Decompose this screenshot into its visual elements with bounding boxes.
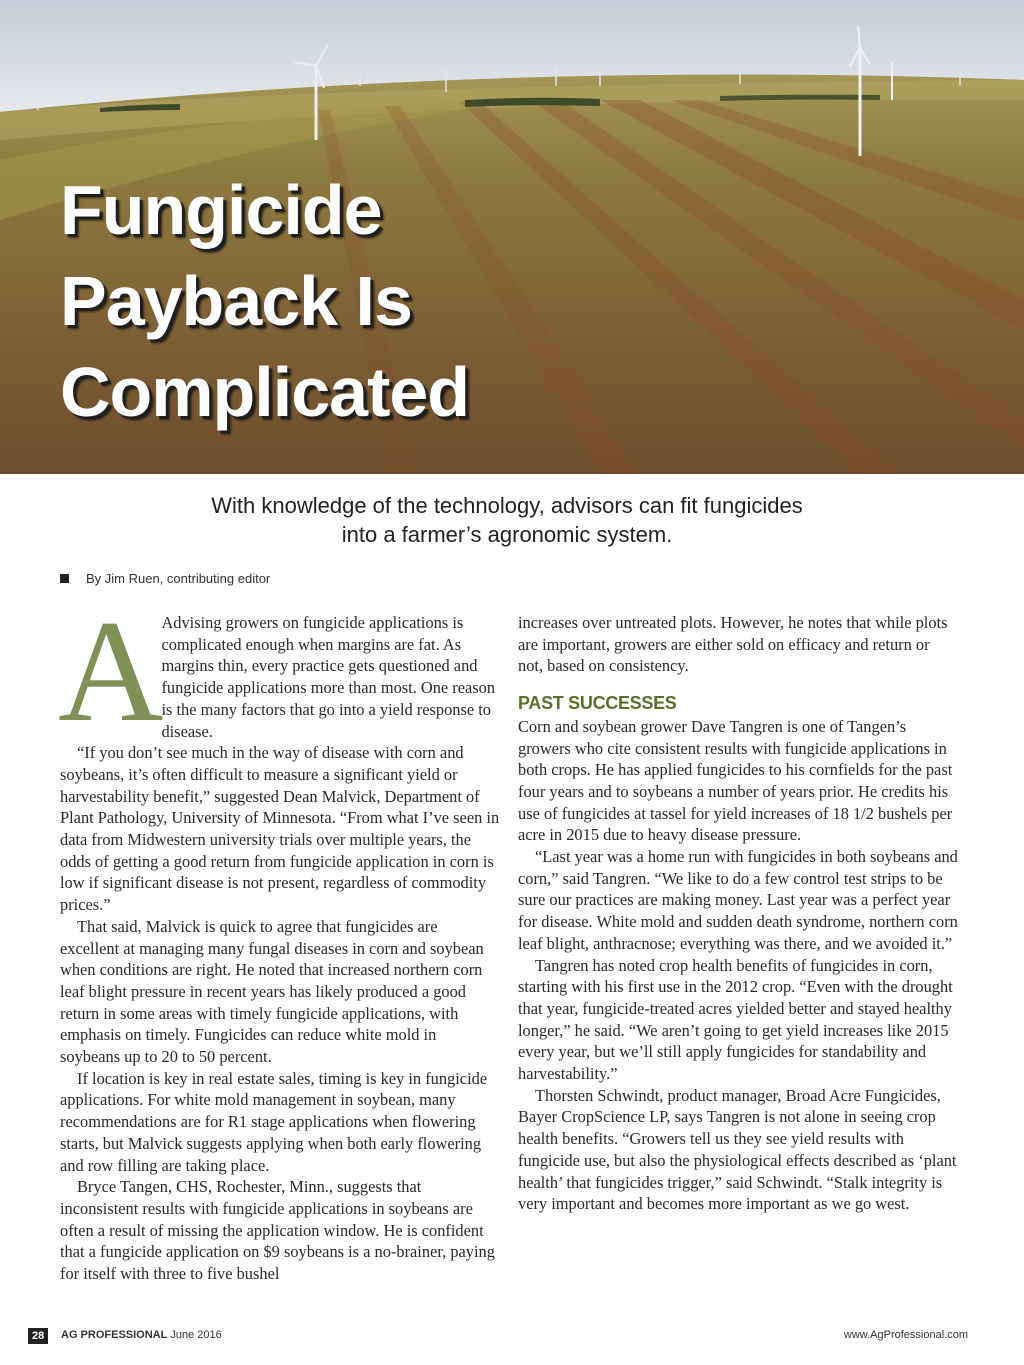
paragraph: Advising growers on fungicide applications is complicated enough when margins are fat. As margins thin, every practice gets questioned and fungicide applications more than most. One reason is the many factors that go into a yield response to disease. <box>161 613 496 741</box>
issue-date: June 2016 <box>170 1329 222 1341</box>
paragraph: “If you don’t see much in the way of disease with corn and soybeans, it’s often difficult to measure a significant yield or harvestability benefit,” suggested Dean Malvick, Department of Plant Pathology, University of Minnesota. “From what I’ve seen in data from Midwestern university trials over multiple years, the odds of getting a good return from fungicide application in corn is low if significant disease is not present, regardless of commodity prices.” <box>60 743 500 915</box>
paragraph: That said, Malvick is quick to agree that fungicides are excellent at managing many fungal diseases in corn and soybean when conditions are right. He noted that increased northern corn leaf blight pressure in recent years has likely produced a good return in some areas with timely fungicide applications, with emphasis on timely. Fungicides can reduce white mold in soybeans up to 20 to 50 percent. <box>60 916 484 1067</box>
paragraph: Corn and soybean grower Dave Tangren is one of Tangen’s growers who cite consistent results with fungicide applications in both crops. He has applied fungicides to his cornfields for the past four years and to soybeans a number of years prior. He credits his use of fungicides at tassel for yield increases of 18 1/2 bushels per acre in 2015 due to heavy disease pressure. <box>518 716 953 845</box>
paragraph: increases over untreated plots. However, he notes that while plots are important, growers are either sold on efficacy and return or not, based on consistency. <box>518 613 948 676</box>
paragraph: Bryce Tangen, CHS, Rochester, Minn., suggests that inconsistent results with fungicide applications in soybeans are often a result of missing the application window. He is confident that a fungicide application on $9 soybeans is a no-brainer, paying for itself with three to five bushel <box>60 1177 495 1284</box>
paragraph: If location is key in real estate sales, timing is key in fungicide applications. For white mold management in soybean, many recommendations are for R1 stage applications when flowering starts, but Malvick suggests applying when both early flowering and row filling are taking place. <box>60 1068 488 1175</box>
deck-line-1: With knowledge of the technology, advisors can fit fungicides <box>211 493 803 518</box>
paragraph: Thorsten Schwindt, product manager, Broad Acre Fungicides, Bayer CropScience LP, says Tangren is not alone in seeing crop health benefits. “Growers tell us they see yield results with fungicide use, but also the physiological effects described as ‘plant health’ that fungicides trigger,” said Schwindt. “Stalk integrity is very important and becomes more important as we go west. <box>518 1085 957 1214</box>
publication-name <box>61 1329 222 1341</box>
title-line-2: Payback Is <box>60 262 412 340</box>
article-column-left <box>58 590 500 1285</box>
paragraph: Tangren has noted crop health benefits of fungicides in corn, starting with his first use in the 2012 crop. “Even with the drought that year, fungicide-treated acres yielded better and stayed healthy longer,” he said. “We aren’t going to get yield increases like 2015 every year, but we’ll still apply fungicides for standability and harvestability.” <box>518 955 953 1084</box>
section-subhead: PAST SUCCESSES <box>518 693 677 714</box>
article-title <box>60 165 580 438</box>
article-deck <box>150 491 864 549</box>
byline <box>60 571 270 586</box>
drop-cap: A <box>58 590 164 752</box>
page-footer <box>28 1328 968 1344</box>
bullet-square-icon <box>60 574 69 583</box>
article-column-right <box>518 612 958 1215</box>
hero-image <box>0 0 1024 474</box>
title-line-1: Fungicide <box>60 171 382 249</box>
byline-text: By Jim Ruen, contributing editor <box>86 571 271 586</box>
website-link[interactable]: www.AgProfessional.com <box>843 1329 968 1341</box>
deck-line-2: into a farmer’s agronomic system. <box>341 522 673 547</box>
paragraph: “Last year was a home run with fungicides in both soybeans and corn,” said Tangren. “We like to do a few control test strips to be sure our practices are making money. Last year was a perfect year for disease. White mold and sudden death syndrome, northern corn leaf blight, anthracnose; everything was there, and we avoided it.” <box>518 847 958 953</box>
publication-title: AG PROFESSIONAL <box>61 1329 168 1341</box>
title-line-3: Complicated <box>60 353 470 431</box>
page-number: 28 <box>28 1328 48 1344</box>
